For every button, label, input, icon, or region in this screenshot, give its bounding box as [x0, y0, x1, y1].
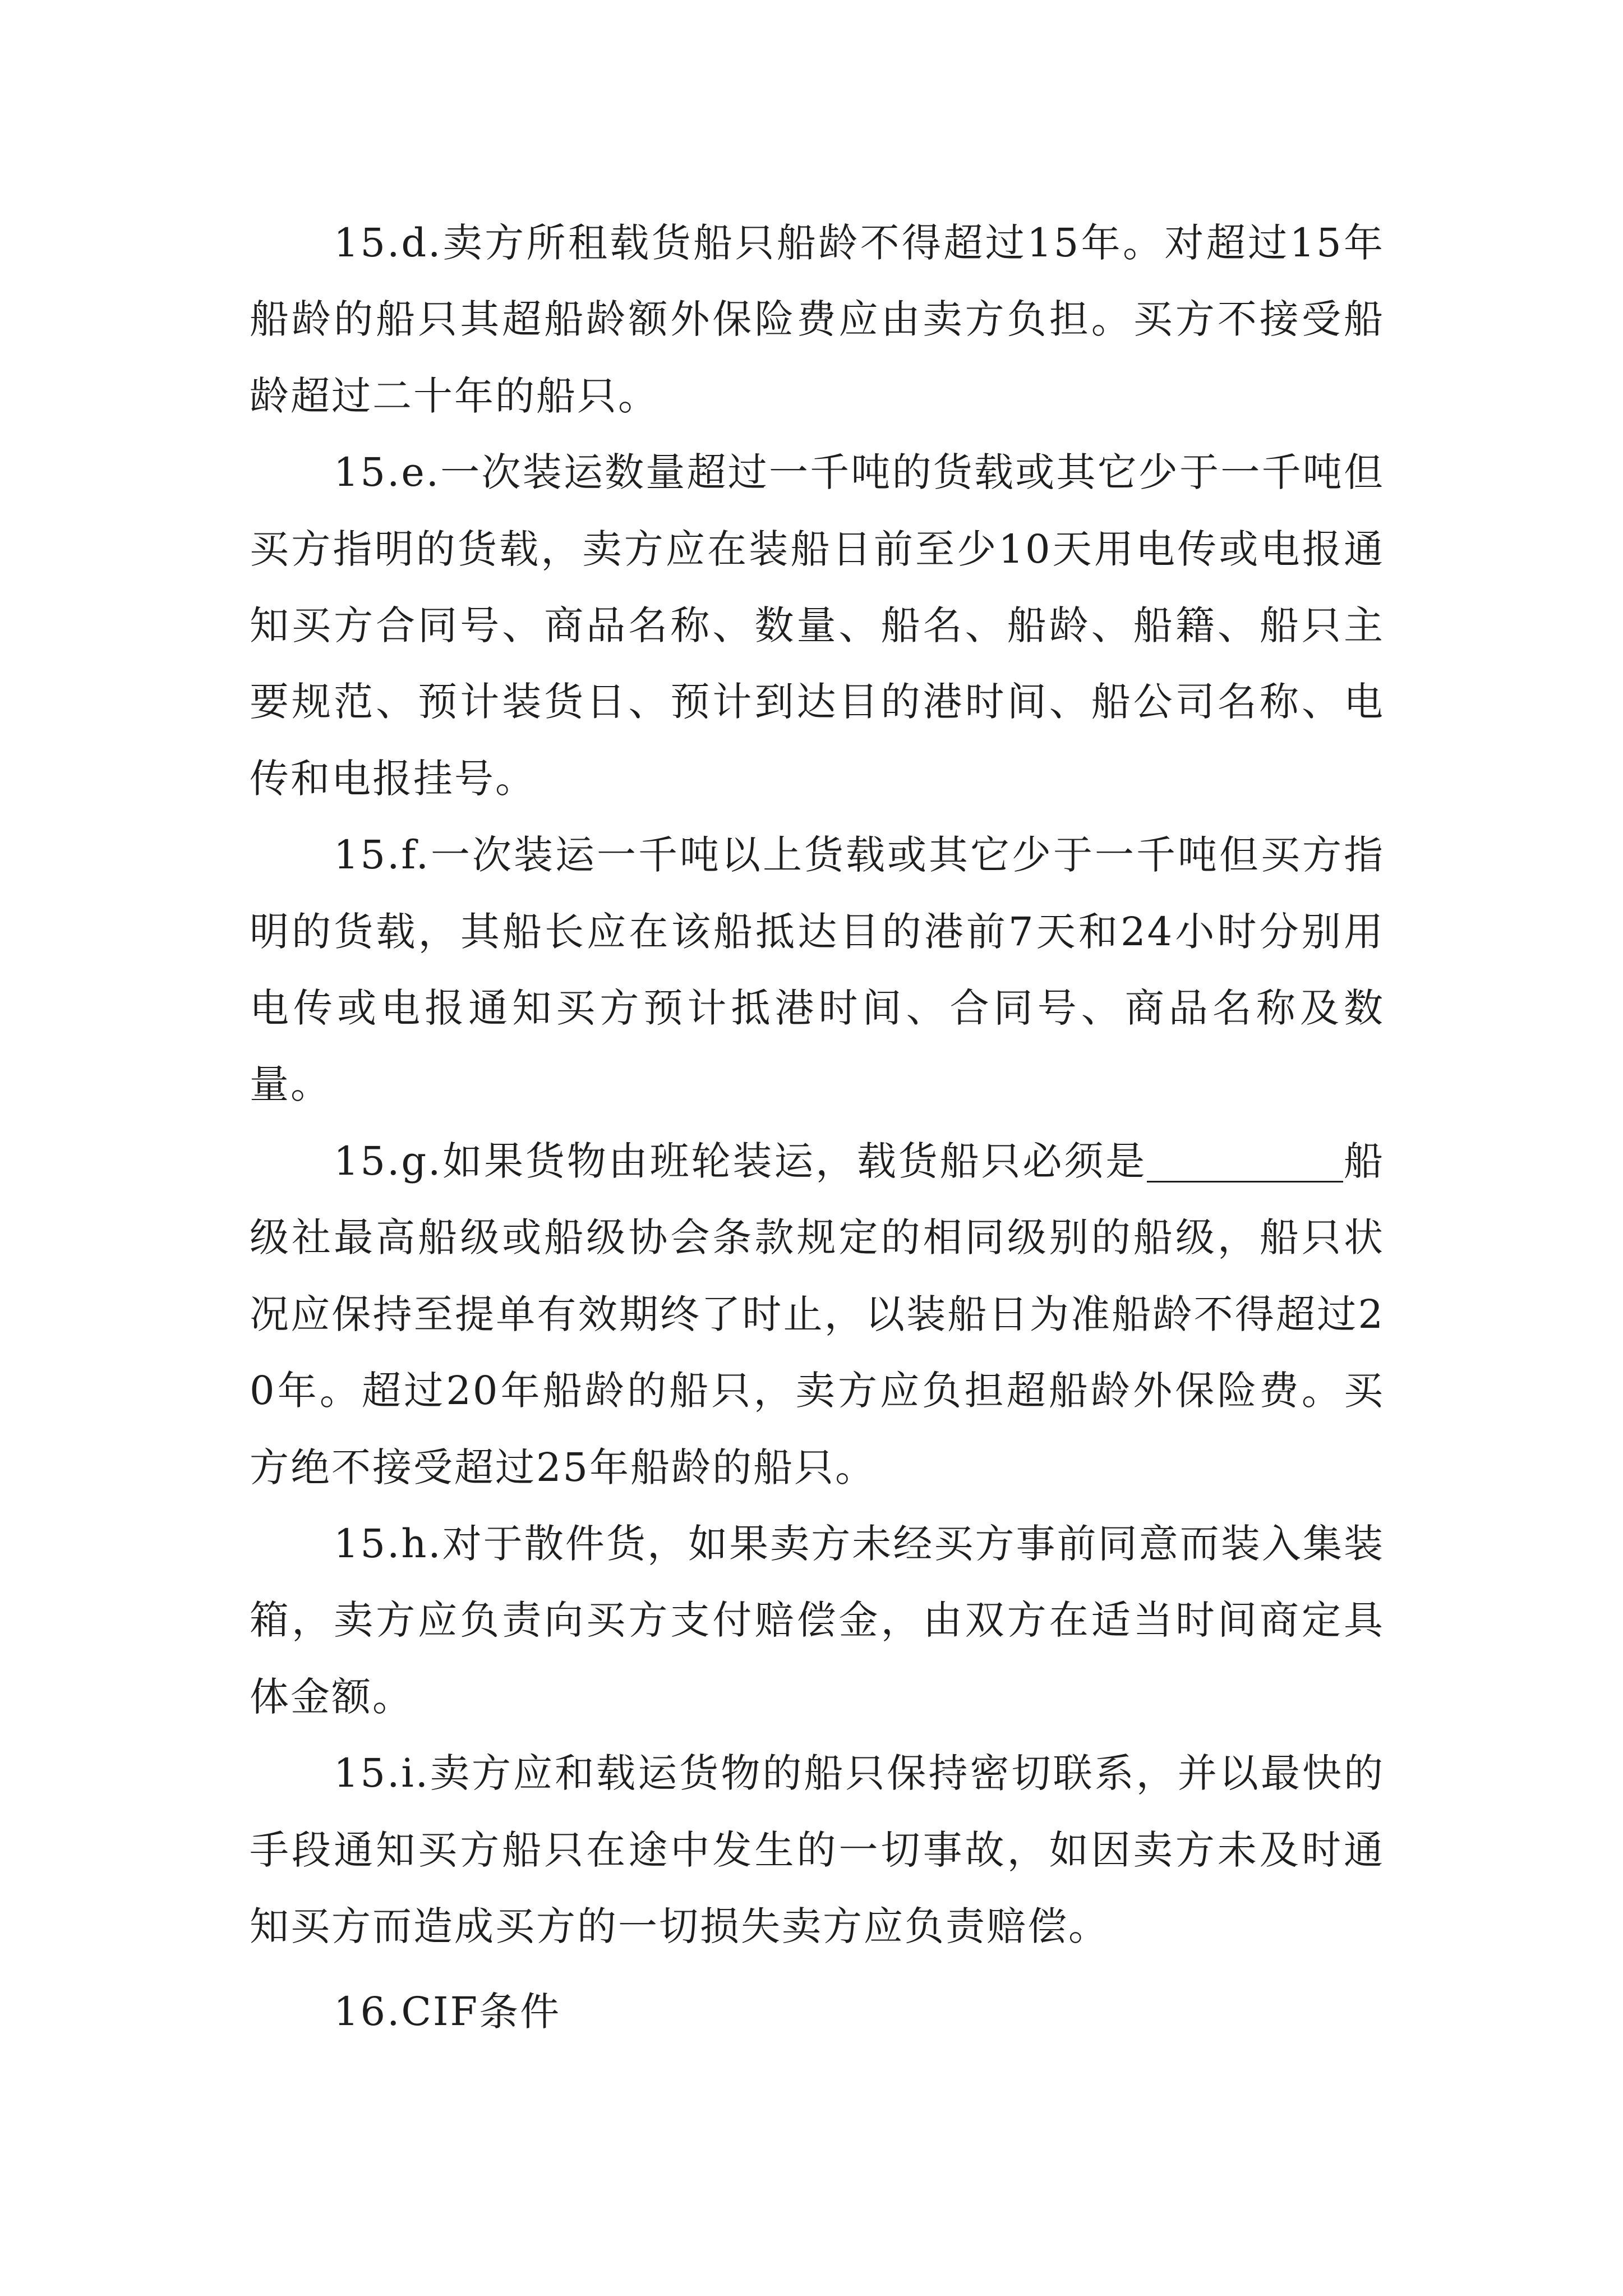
section-16-heading: 16.CIF条件: [334, 1989, 561, 2035]
clause-15g: [250, 1123, 1385, 1506]
clause-15g-lead: 15.g.如果货物由班轮装运，载货船只必须是: [334, 1138, 1147, 1184]
clause-15e: 15.e.一次装运数量超过一千吨的货载或其它少于一千吨但买方指明的货载，卖方应在装船日前至少10天用电传或电报通知买方合同号、商品名称、数量、船名、船龄、船籍、船只主要规范、预计装货日、预计到达目的港时间、船公司名称、电传和电报挂号。: [250, 449, 1385, 802]
clause-15g-rest: 船级社最高船级或船级协会条款规定的相同级别的船级，船只状况应保持至提单有效期终了时止，以装船日为准船龄不得超过20年。超过20年船龄的船只，卖方应负担超船龄外保险费。买方绝不接受超过25年船龄的船只。: [250, 1138, 1385, 1490]
clause-15i: 15.i.卖方应和载运货物的船只保持密切联系，并以最快的手段通知买方船只在途中发生的一切事故，如因卖方未及时通知买方而造成买方的一切损失卖方应负责赔偿。: [250, 1750, 1385, 1949]
clause-15h: 15.h.对于散件货，如果卖方未经买方事前同意而装入集装箱，卖方应负责向买方支付赔偿金，由双方在适当时间商定具体金额。: [250, 1520, 1385, 1720]
fill-in-blank-line: [1147, 1142, 1343, 1182]
clause-15f: 15.f.一次装运一千吨以上货载或其它少于一千吨但买方指明的货载，其船长应在该船抵达目的港前7天和24小时分别用电传或电报通知买方预计抵港时间、合同号、商品名称及数量。: [250, 832, 1385, 1108]
document-body: [250, 205, 1385, 2050]
clause-15d: 15.d.卖方所租载货船只船龄不得超过15年。对超过15年船龄的船只其超船龄额外保险费应由卖方负担。买方不接受船龄超过二十年的船只。: [250, 220, 1385, 419]
